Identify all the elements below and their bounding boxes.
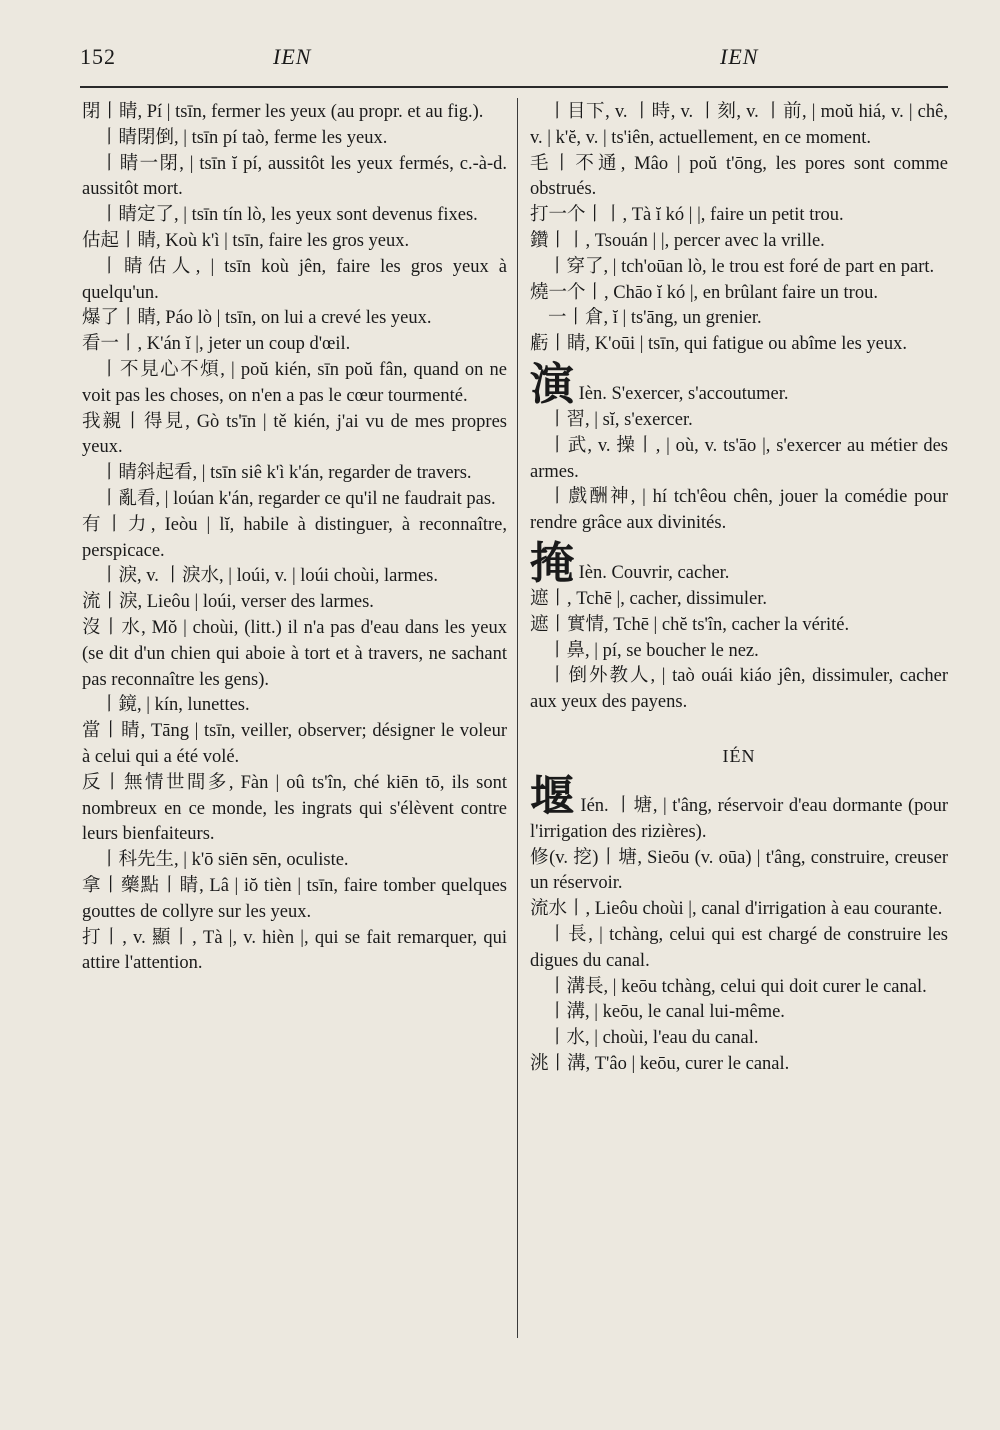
sub-entry	[530, 485, 948, 537]
dictionary-entry	[82, 771, 507, 848]
entry-text: 毛丨不通, Mâo | poŭ t'ōng, les pores sont comme obstrués.	[530, 153, 948, 200]
entry-text: 我親丨得見, Gò ts'īn | tě kién, j'ai vu de mes propres yeux.	[82, 411, 507, 458]
entry-text: 丨目下, v. 丨時, v. 丨刻, v. 丨前, | moŭ hiá, v. | chê, v. | k'ĕ, v. | ts'iên, actuellement, en ce moment.	[530, 102, 948, 148]
entry-text: 當丨睛, Tāng | tsīn, veiller, observer; désigner le voleur à celui qui a été volé.	[82, 721, 507, 767]
page-header	[80, 44, 948, 80]
column-divider	[517, 98, 518, 1338]
dictionary-entry	[82, 590, 507, 616]
dictionary-entry	[82, 874, 507, 926]
sub-entry	[82, 126, 507, 152]
sub-entry	[530, 408, 948, 434]
dictionary-entry	[82, 616, 507, 693]
entry-text: 丨穿了, | tch'oūan lò, le trou est foré de part en part.	[548, 256, 935, 277]
sub-entry	[82, 693, 507, 719]
sub-entry	[82, 255, 507, 307]
entry-text: 丨長, | tchàng, celui qui est chargé de construire les digues du canal.	[530, 924, 948, 971]
sub-entry	[530, 923, 948, 975]
entry-text: 丨睛估人, | tsīn koù jên, faire les gros yeux à quelqu'un.	[82, 256, 507, 303]
entry-text: 丨淚, v. 丨淚水, | loúi, v. | loúi choùi, larmes.	[100, 566, 438, 587]
entry-text: 看一丨, K'án ĭ |, jeter un coup d'œil.	[82, 334, 351, 355]
sub-entry	[82, 358, 507, 410]
entry-text: 丨溝長, | keōu tchàng, celui qui doit curer le canal.	[548, 976, 927, 997]
sub-entry	[530, 306, 948, 332]
right-column	[530, 100, 948, 1078]
headword-entry	[530, 771, 949, 846]
sub-entry	[82, 461, 507, 487]
entry-text: 遮丨, Tchē |, cacher, dissimuler.	[530, 588, 767, 609]
sub-entry	[82, 487, 507, 513]
sub-entry	[530, 664, 948, 716]
sub-entry	[530, 100, 948, 152]
entry-text: 丨鏡, | kín, lunettes.	[100, 695, 250, 716]
entry-text: 丨武, v. 操丨, | où, v. ts'āo |, s'exercer au métier des armes.	[530, 435, 948, 482]
header-rule	[80, 86, 948, 88]
entry-text: 丨睛斜起看, | tsīn siê k'ì k'án, regarder de travers.	[100, 463, 472, 484]
dictionary-entry	[82, 410, 507, 462]
entry-text: 反丨無情世間多, Fàn | oû ts'în, ché kiēn tō, ils sont nombreux en ce monde, les ingrats qui s'élèvent contre leurs bienfaiteurs.	[82, 772, 507, 845]
entry-text: 沒丨水, Mŏ | choùi, (litt.) il n'a pas d'eau dans les yeux (se dit d'un chien qui aboie à tort et à travers, ne sachant pas reconnaître les gens).	[82, 617, 507, 690]
entry-text: 丨鼻, | pí, se boucher le nez.	[548, 640, 759, 661]
headword-entry	[530, 538, 948, 588]
dictionary-entry	[530, 613, 948, 639]
entry-text: 估起丨睛, Koù k'ì | tsīn, faire les gros yeux.	[82, 230, 410, 251]
entry-text: 遮丨實情, Tchē | chĕ ts'în, cacher la vérité.	[530, 614, 850, 635]
entry-text: 虧丨睛, K'oūi | tsīn, qui fatigue ou abîme les yeux.	[530, 334, 907, 355]
headword-character: 演	[530, 359, 574, 409]
sub-entry	[530, 1026, 948, 1052]
entry-text: 丨習, | sĭ, s'exercer.	[548, 409, 693, 430]
right-running-head: IEN	[720, 44, 759, 69]
sub-entry	[530, 434, 948, 486]
dictionary-entry	[530, 587, 948, 613]
headword-character: 堰	[530, 771, 575, 821]
entry-text: 丨倒外教人, | taò ouái kiáo jên, dissimuler, cacher aux yeux des payens.	[530, 666, 948, 713]
entry-text: 有丨力, Ieòu | lĭ, habile à distinguer, à reconnaître, perspicace.	[82, 514, 507, 561]
sub-entry	[82, 848, 507, 874]
entry-text: 打一个丨丨, Tà ĭ kó | |, faire un petit trou.	[530, 205, 844, 226]
entry-text: 丨不見心不煩, | poŭ kién, sīn poŭ fân, quand on ne voit pas les choses, on n'en a pas le cœur tourmenté.	[82, 359, 507, 406]
entry-text: 燒一个丨, Chāo ĭ kó |, en brûlant faire un trou.	[530, 282, 878, 303]
dictionary-entry	[82, 306, 507, 332]
dictionary-entry	[530, 1052, 948, 1078]
dictionary-entry	[530, 281, 948, 307]
dictionary-entry	[530, 152, 948, 204]
entry-text: 丨水, | choùi, l'eau du canal.	[548, 1028, 759, 1049]
left-column	[82, 100, 507, 977]
entry-text: 拿丨藥點丨睛, Lâ | iŏ tièn | tsīn, faire tomber quelques gouttes de collyre sur les yeux.	[82, 875, 507, 922]
entry-text: Ièn. Couvrir, cacher.	[578, 562, 730, 583]
entry-text: 一丨倉, ĭ | ts'āng, un grenier.	[548, 308, 762, 329]
dictionary-entry	[530, 203, 948, 229]
dictionary-entry	[82, 513, 507, 565]
headword-character: 掩	[530, 538, 574, 588]
sub-entry	[530, 639, 948, 665]
entry-text: 洮丨溝, T'âo | keōu, curer le canal.	[530, 1053, 790, 1074]
entry-text: 閉丨睛, Pí | tsīn, fermer les yeux (au propr. et au fig.).	[82, 102, 484, 122]
dictionary-entry	[82, 926, 507, 978]
entry-text: 丨科先生, | k'ō siēn sēn, oculiste.	[100, 850, 349, 871]
entry-text: 丨睛一閉, | tsīn ĭ pí, aussitôt les yeux fermés, c.-à-d. aussitôt mort.	[82, 153, 507, 200]
entry-text: 丨戲酬神, | hí tch'êou chên, jouer la comédie pour rendre grâce aux divinités.	[530, 487, 948, 534]
dictionary-entry	[82, 719, 507, 771]
sub-entry	[530, 975, 948, 1001]
entry-text: 流水丨, Lieôu choùi |, canal d'irrigation à eau courante.	[530, 899, 943, 920]
dictionary-entry	[530, 846, 948, 898]
dictionary-entry	[82, 332, 507, 358]
entry-text: 鑽丨丨, Tsouán | |, percer avec la vrille.	[530, 230, 825, 251]
dictionary-entry	[530, 897, 948, 923]
entry-text: 丨睛定了, | tsīn tín lò, les yeux sont devenus fixes.	[100, 205, 478, 226]
dictionary-entry	[82, 229, 507, 255]
page-number: 152	[80, 44, 116, 69]
entry-text: 修(v. 挖)丨塘, Sieōu (v. oūa) | t'âng, construire, creuser un réservoir.	[530, 847, 948, 894]
sub-entry	[530, 255, 948, 281]
entry-text: 流丨淚, Lieôu | loúi, verser des larmes.	[82, 592, 374, 613]
entry-text: 丨亂看, | loúan k'án, regarder ce qu'il ne faudrait pas.	[100, 488, 496, 509]
entry-text: 丨睛閉倒, | tsīn pí taò, ferme les yeux.	[100, 127, 388, 148]
entry-text: 爆了丨睛, Páo lò | tsīn, on lui a crevé les yeux.	[82, 308, 432, 329]
entry-text: Ién. 丨塘, | t'âng, réservoir d'eau dormante (pour l'irrigation des rizières).	[530, 795, 949, 842]
dictionary-entry	[82, 100, 507, 126]
sub-entry	[530, 1000, 948, 1026]
entry-text: 丨溝, | keōu, le canal lui-même.	[548, 1002, 785, 1023]
headword-entry	[530, 359, 948, 409]
left-running-head: IEN	[273, 44, 312, 69]
section-heading: IÉN	[722, 745, 756, 766]
sub-entry	[82, 564, 507, 590]
dictionary-entry	[530, 229, 948, 255]
sub-entry	[82, 203, 507, 229]
entry-text: Ièn. S'exercer, s'accoutumer.	[578, 383, 789, 404]
entry-text: 打丨, v. 顯丨, Tà |, v. hièn |, qui se fait remarquer, qui attire l'attention.	[82, 927, 507, 974]
dictionary-entry	[530, 332, 948, 358]
sub-entry	[82, 152, 507, 204]
